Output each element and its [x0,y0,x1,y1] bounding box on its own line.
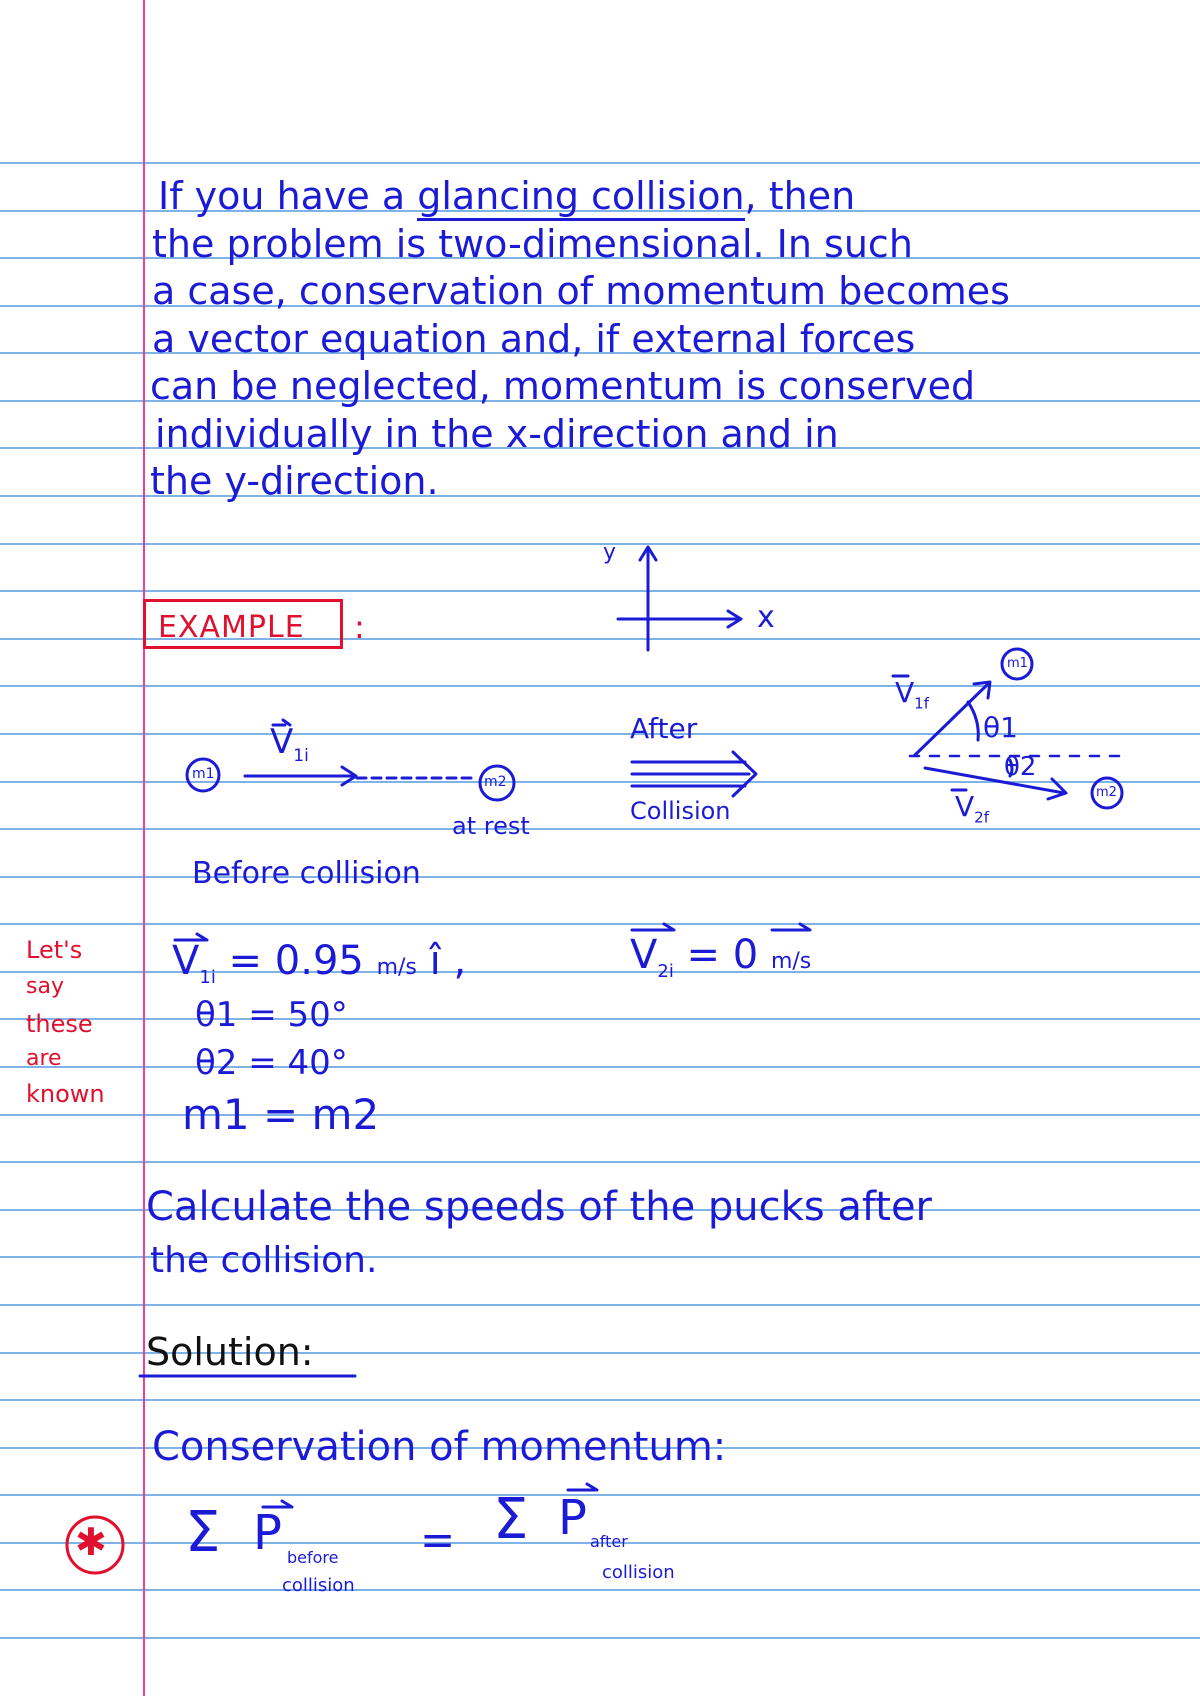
p-after-subscript-2: collision [602,1562,675,1583]
intro-text: If you have a [158,174,418,218]
solution-label: Solution: [146,1330,314,1374]
v1f-subscript: 1f [914,694,929,713]
task-line-1: Calculate the speeds of the pucks after [146,1184,932,1230]
v2f-symbol: V [955,790,975,823]
given-masses: m1 = m2 [182,1090,380,1139]
side-note-line: known [26,1080,105,1108]
v2f-arrowhead [1048,779,1066,799]
sum-before-symbol: Σ [185,1500,221,1565]
v2i-unit: m/s [770,949,812,974]
v1i-symbol: V [172,938,200,984]
p-before-symbol: P [253,1505,282,1561]
equals-sign: = [420,1515,456,1564]
v1f-label [895,676,929,713]
collision-label: Collision [630,797,731,825]
example-colon: : [354,608,365,646]
intro-line-5: can be neglected, momentum is conserved [150,364,976,408]
mass1-after-label: m1 [1007,656,1028,671]
mass2-after-label: m2 [1096,785,1117,800]
v1f-symbol: V [895,676,915,709]
v2f-label [955,790,989,827]
mass1-label: m1 [192,766,215,782]
glancing-collision-term: glancing collision [417,174,744,221]
example-label: EXAMPLE [158,610,305,645]
p-after-subscript: after [590,1532,628,1551]
intro-line-6: individually in the x-direction and in [155,412,839,456]
v2i-subscript: 2i [657,961,674,982]
p-after-symbol: P [558,1490,587,1546]
side-note-line: say [26,974,64,999]
task-line-2: the collision. [150,1240,378,1281]
given-theta1: θ1 = 50° [195,995,348,1035]
given-v2i [630,932,811,982]
mass2-label: m2 [484,774,507,790]
side-note-line: are [26,1046,62,1071]
star-icon: ✱ [75,1520,107,1564]
v2i-value: = 0 [686,932,759,978]
v1i-subscript: 1i [199,967,216,988]
v2f-subscript: 2f [974,808,989,827]
p-before-subscript: before [287,1548,339,1567]
conservation-label: Conservation of momentum: [152,1424,727,1470]
v1i-symbol: V [270,722,294,762]
separator-comma: , [453,938,467,984]
theta2-label: θ2 [1004,752,1037,782]
v1i-value: = 0.95 [228,938,364,984]
theta1-arc [968,702,978,740]
intro-line-3: a case, conservation of momentum becomes [152,269,1010,313]
side-note-line: these [26,1010,93,1038]
at-rest-label: at rest [452,812,530,840]
theta1-label: θ1 [983,711,1018,744]
v1i-unit: m/s [376,955,417,980]
sum-after-symbol: Σ [493,1487,529,1552]
v1i-subscript: 1i [293,745,309,766]
intro-line-7: the y-direction. [150,459,439,503]
x-axis-label: x [757,600,775,635]
y-axis-label: y [603,540,617,565]
side-note-line: Let's [26,936,83,964]
v2f-arrow [925,768,1064,793]
intro-text: , then [744,174,856,218]
given-v1i [172,938,466,988]
given-theta2: θ2 = 40° [195,1043,348,1083]
p-before-subscript-2: collision [282,1575,355,1596]
intro-line-4: a vector equation and, if external forces [152,317,916,361]
intro-line-2: the problem is two-dimensional. In such [152,222,913,266]
unit-vector-i: î [429,938,441,984]
v1i-label [270,722,309,766]
before-collision-label: Before collision [192,856,421,891]
after-label: After [630,712,698,745]
v2i-symbol: V [630,932,658,978]
